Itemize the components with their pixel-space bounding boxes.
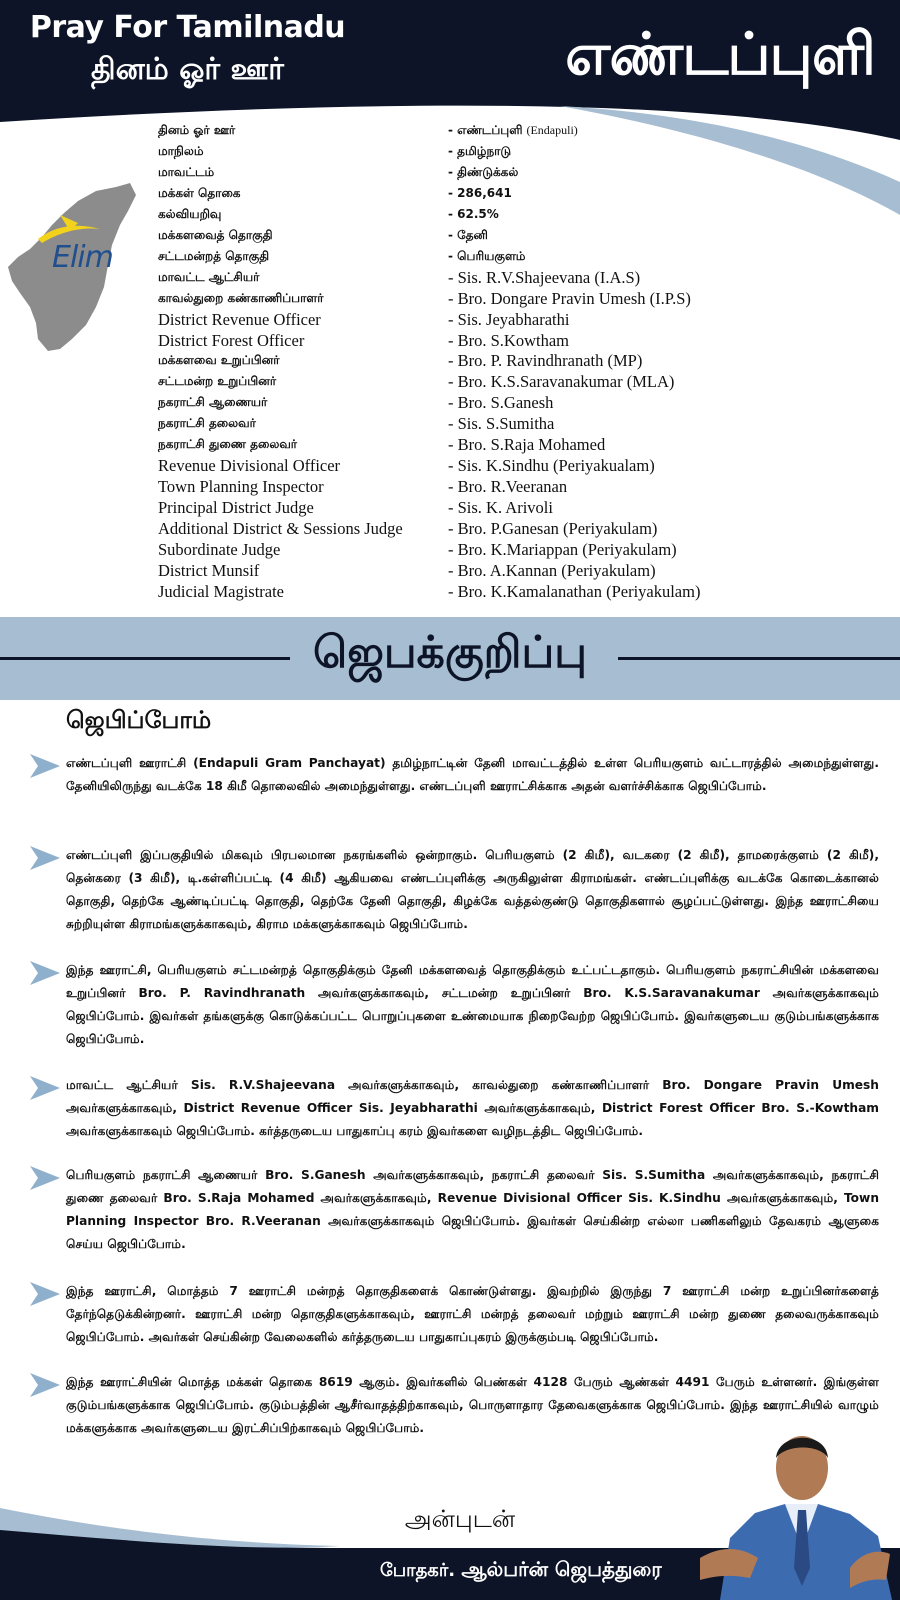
info-label: காவல்துறை கண்காணிப்பாளர் xyxy=(158,290,324,305)
info-label: Additional District & Sessions Judge xyxy=(158,519,403,539)
info-label: நகராட்சி தலைவர் xyxy=(158,416,256,431)
info-value-extra: (Endapuli) xyxy=(526,123,578,137)
info-row xyxy=(158,497,898,518)
info-value xyxy=(448,455,655,476)
info-row xyxy=(158,267,898,288)
info-label: மக்களவைத் தொகுதி xyxy=(158,227,273,242)
bullet-arrow-icon xyxy=(30,754,60,778)
info-dash: - xyxy=(448,123,458,137)
info-value-text: Bro. K.Mariappan (Periyakulam) xyxy=(457,540,677,559)
info-value xyxy=(448,225,488,245)
header-tagline: Pray For Tamilnadu xyxy=(29,10,346,45)
info-label: சட்டமன்ற உறுப்பினர் xyxy=(158,374,277,389)
info-row xyxy=(158,476,898,497)
info-dash: - xyxy=(448,498,458,518)
info-row xyxy=(158,162,898,183)
info-dash: - xyxy=(448,143,458,158)
bullet-arrow-icon xyxy=(30,1373,60,1397)
info-dash: - xyxy=(448,372,458,392)
info-row xyxy=(158,204,898,225)
info-label: Town Planning Inspector xyxy=(158,477,324,497)
info-value-text: Bro. A.Kannan (Periyakulam) xyxy=(457,560,656,580)
footer-signature xyxy=(380,1557,740,1584)
info-value xyxy=(448,434,605,455)
banner-title: ஜெபக்குறிப்பு xyxy=(312,627,587,678)
info-value xyxy=(448,267,640,288)
info-row xyxy=(158,371,898,392)
info-value-text: Bro. K.Kamalanathan (Periyakulam) xyxy=(457,581,701,601)
info-dash: - xyxy=(448,164,458,179)
info-value-text: Bro. P. Ravindhranath (MP) xyxy=(457,351,643,371)
info-value-text: தேனி xyxy=(457,227,488,242)
info-value-text: Bro. S.Raja Mohamed xyxy=(457,435,606,455)
info-value xyxy=(448,560,656,581)
info-label: District Revenue Officer xyxy=(158,309,321,329)
info-value xyxy=(448,371,674,392)
info-dash: - xyxy=(448,560,458,580)
footer-name-prefix: போதகர். xyxy=(380,1560,456,1581)
info-row xyxy=(158,392,898,413)
info-value xyxy=(448,309,569,330)
info-value-text: திண்டுக்கல் xyxy=(457,164,519,179)
info-row xyxy=(158,539,898,560)
info-row xyxy=(158,434,898,455)
info-value xyxy=(448,497,553,518)
footer-name: ஆல்பர்ன் ஜெபத்துரை xyxy=(461,1557,662,1581)
info-value xyxy=(448,162,518,182)
info-row xyxy=(158,330,898,351)
info-value xyxy=(448,330,569,351)
info-value xyxy=(448,120,578,140)
info-value-text: Bro. K.S.Saravanakumar (MLA) xyxy=(457,372,675,392)
info-dash: - xyxy=(448,519,458,539)
info-label: Principal District Judge xyxy=(158,498,314,518)
info-dash: - xyxy=(448,456,458,476)
info-value xyxy=(448,350,642,371)
prayer-paragraph: இந்த ஊராட்சியின் மொத்த மக்கள் தொகை 8619 ஆகும். இவர்களில் பெண்கள் 4128 பேரும் ஆண்கள் 4491 பேரும் உள்ளனர். இங்குள்ள குடும்பங்களுக்காக ஜெபிப்போம். குடும்பத்தின் ஆசீர்வாதத்திற்காகவும், பொருளாதார தேவைகளுக்காக ஜெபிப்போம். இந்த ஊராட்சியில் வாழும் மக்களுக்காக அவர்களுடைய இரட்சிப்பிற்காகவும் ஜெபிப்போம். xyxy=(66,1375,879,1435)
info-dash: - xyxy=(448,227,458,242)
info-label: கல்வியறிவு xyxy=(158,206,222,221)
info-label: Subordinate Judge xyxy=(158,540,281,559)
info-value xyxy=(448,288,691,309)
info-value-text: Sis. K.Sindhu (Periyakualam) xyxy=(457,456,655,476)
info-value xyxy=(448,518,657,539)
info-row xyxy=(158,288,898,309)
info-value xyxy=(448,539,677,560)
info-row xyxy=(158,183,898,204)
info-value-text: Sis. R.V.Shajeevana (I.A.S) xyxy=(457,267,641,287)
info-label: Judicial Magistrate xyxy=(158,581,285,601)
info-row xyxy=(158,246,898,267)
info-dash: - xyxy=(448,206,458,221)
info-value-text: Sis. Jeyabharathi xyxy=(457,309,570,329)
bullet-arrow-icon xyxy=(30,1076,60,1100)
info-label: மாவட்டம் xyxy=(158,164,215,179)
bullet-arrow-icon xyxy=(30,961,60,985)
info-value xyxy=(448,141,511,161)
info-row xyxy=(158,560,898,581)
info-row xyxy=(158,120,898,141)
bullet-arrow-icon xyxy=(30,846,60,870)
info-label: மாவட்ட ஆட்சியர் xyxy=(158,269,260,284)
info-value-text: Bro. Dongare Pravin Umesh (I.P.S) xyxy=(457,288,691,308)
info-value xyxy=(448,581,700,602)
info-value xyxy=(448,204,499,224)
info-value-text: Bro. R.Veeranan xyxy=(457,477,568,497)
info-value-text: Bro. S.Ganesh xyxy=(457,393,554,413)
info-dash: - xyxy=(448,351,458,371)
pastor-photo xyxy=(700,1418,900,1600)
prayer-paragraph: இந்த ஊராட்சி, மொத்தம் 7 ஊராட்சி மன்றத் தொகுதிகளைக் கொண்டுள்ளது. இவற்றில் இருந்து 7 ஊராட்சி மன்ற உறுப்பினர்களைத் தேர்ந்தெடுக்கின்றனர். ஊராட்சி மன்ற தொகுதிகளுக்காகவும், ஊராட்சி மன்றத் தலைவர் மற்றும் ஊராட்சி மன்ற துணை தலைவருக்காகவும் ஜெபிப்போம். அவர்கள் செய்கின்ற வேலைகளில் கர்த்தருடைய பாதுகாப்புகரம் இருக்கும்படி ஜெபிப்போம். xyxy=(66,1284,879,1344)
info-value-text: Bro. S.Kowtham xyxy=(457,330,569,350)
info-label: மக்களவை உறுப்பினர் xyxy=(158,353,280,368)
header-town-title: எண்டப்புளி xyxy=(565,20,875,88)
info-value-text: எண்டப்புளி xyxy=(457,123,523,137)
prayer-paragraph: எண்டப்புளி இப்பகுதியில் மிகவும் பிரபலமான நகரங்களில் ஒன்றாகும். பெரியகுளம் (2 கிமீ), வடகரை (2 கிமீ), தாமரைக்குளம் (2 கிமீ), தென்கரை (3 கிமீ), டி.கள்ளிப்பட்டி (4 கிமீ) ஆகியவை எண்டப்புளிக்கு அருகிலுள்ள கிராமங்கள். எண்டப்புளிக்கு வடக்கே கொடைக்கானல் தொகுதி, தெற்கே ஆண்டிப்பட்டி தொகுதி, தெற்கே தேனி தொகுதி, கிழக்கே வத்தல்குண்டு தொகுதிகளால் சூழப்பட்டுள்ளது. இந்த ஊராட்சியை சுற்றியுள்ள கிராமங்களுக்காகவும், கிராம மக்களுக்காகவும் ஜெபிப்போம். xyxy=(66,848,879,931)
info-dash: - xyxy=(448,330,458,350)
info-row xyxy=(158,309,898,330)
info-dash: - xyxy=(448,540,458,559)
info-dash: - xyxy=(448,393,458,413)
info-label: மக்கள் தொகை xyxy=(158,185,241,200)
info-label: சட்டமன்றத் தொகுதி xyxy=(158,248,270,263)
info-row xyxy=(158,581,898,602)
info-dash: - xyxy=(448,477,458,497)
info-value-text: Sis. K. Arivoli xyxy=(457,498,553,518)
info-label: தினம் ஓர் ஊர் xyxy=(158,123,236,137)
info-dash: - xyxy=(448,414,458,434)
info-label: District Forest Officer xyxy=(158,330,305,350)
info-dash: - xyxy=(448,267,458,287)
info-row xyxy=(158,350,898,371)
info-dash: - xyxy=(448,185,458,200)
info-dash: - xyxy=(448,581,458,601)
info-value xyxy=(448,476,567,497)
prayer-paragraph: மாவட்ட ஆட்சியர் Sis. R.V.Shajeevana அவர்களுக்காகவும், காவல்துறை கண்காணிப்பாளர் Bro. Dongare Pravin Umesh அவர்களுக்காகவும், District Revenue Officer Sis. Jeyabharathi அவர்களுக்காகவும், District Forest Officer Bro. S.-Kowtham அவர்களுக்காகவும் ஜெபிப்போம். கர்த்தருடைய பாதுகாப்பு கரம் இவர்களை வழிநடத்திட ஜெபிப்போம். xyxy=(66,1078,879,1138)
info-label: நகராட்சி துணை தலைவர் xyxy=(158,437,298,452)
prayer-paragraph: பெரியகுளம் நகராட்சி ஆணையர் Bro. S.Ganesh அவர்களுக்காகவும், நகராட்சி தலைவர் Sis. S.Sumitha அவர்களுக்காகவும், நகராட்சி துணை தலைவர் Bro. S.Raja Mohamed அவர்களுக்காகவும், Revenue Divisional Officer Sis. K.Sindhu அவர்களுக்காகவும், Town Planning Inspector Bro. R.Veeranan அவர்களுக்காகவும் ஜெபிப்போம். இவர்கள் செய்கின்ற எல்லா பணிகளிலும் தேவகரம் ஆளுகை செய்ய ஜெபிப்போம். xyxy=(66,1168,879,1251)
info-label: மாநிலம் xyxy=(158,143,204,158)
info-row xyxy=(158,413,898,434)
bullet-arrow-icon xyxy=(30,1166,60,1190)
bullet-arrow-icon xyxy=(30,1282,60,1306)
info-value-text: Sis. S.Sumitha xyxy=(457,414,555,434)
info-label: நகராட்சி ஆணையர் xyxy=(158,395,268,410)
info-dash: - xyxy=(448,288,458,308)
info-label: District Munsif xyxy=(158,560,260,580)
info-dash: - xyxy=(448,248,458,263)
info-value xyxy=(448,183,512,203)
info-value-text: Bro. P.Ganesan (Periyakulam) xyxy=(457,519,658,539)
info-label: Revenue Divisional Officer xyxy=(158,456,341,476)
info-row xyxy=(158,518,898,539)
prayer-paragraph: இந்த ஊராட்சி, பெரியகுளம் சட்டமன்றத் தொகுதிக்கும் தேனி மக்களவைத் தொகுதிக்கும் உட்பட்டதாகும். பெரியகுளம் நகராட்சியின் மக்களவை உறுப்பினர் Bro. P. Ravindhranath அவர்களுக்காகவும், சட்டமன்ற உறுப்பினர் Bro. K.S.Saravanakumar அவர்களுக்காகவும் ஜெபிப்போம். இவர்கள் தங்களுக்கு கொடுக்கப்பட்ட பொறுப்புகளை உண்மையாக நிறைவேற்ற ஜெபிப்போம். இவர்களுடைய குடும்பங்களுக்காக ஜெபிப்போம். xyxy=(66,963,879,1046)
prayer-points-banner xyxy=(0,617,900,700)
info-row xyxy=(158,455,898,476)
header-subtitle: தினம் ஓர் ஊர் xyxy=(91,52,284,87)
info-dash: - xyxy=(448,435,458,455)
info-value xyxy=(448,413,554,434)
info-value-text: 286,641 xyxy=(457,185,512,200)
prayer-paragraph: எண்டப்புளி ஊராட்சி (Endapuli Gram Panchayat) தமிழ்நாட்டின் தேனி மாவட்டத்தில் உள்ள பெரியகுளம் வட்டாரத்தில் அமைந்துள்ளது. தேனியிலிருந்து வடக்கே 18 கிமீ தொலைவில் அமைந்துள்ளது. எண்டப்புளி ஊராட்சிக்காக அதன் வளர்ச்சிக்காக ஜெபிப்போம். xyxy=(66,756,879,793)
footer-closing: அன்புடன் xyxy=(404,1505,516,1533)
info-value xyxy=(448,246,525,266)
info-row xyxy=(158,141,898,162)
info-value xyxy=(448,392,553,413)
elim-logo-text: Elim xyxy=(52,240,113,275)
section-heading: ஜெபிப்போம் xyxy=(66,706,212,734)
info-row xyxy=(158,225,898,246)
info-value-text: தமிழ்நாடு xyxy=(457,143,512,158)
info-value-text: பெரியகுளம் xyxy=(457,248,526,263)
info-dash: - xyxy=(448,309,458,329)
info-value-text: 62.5% xyxy=(457,206,499,221)
